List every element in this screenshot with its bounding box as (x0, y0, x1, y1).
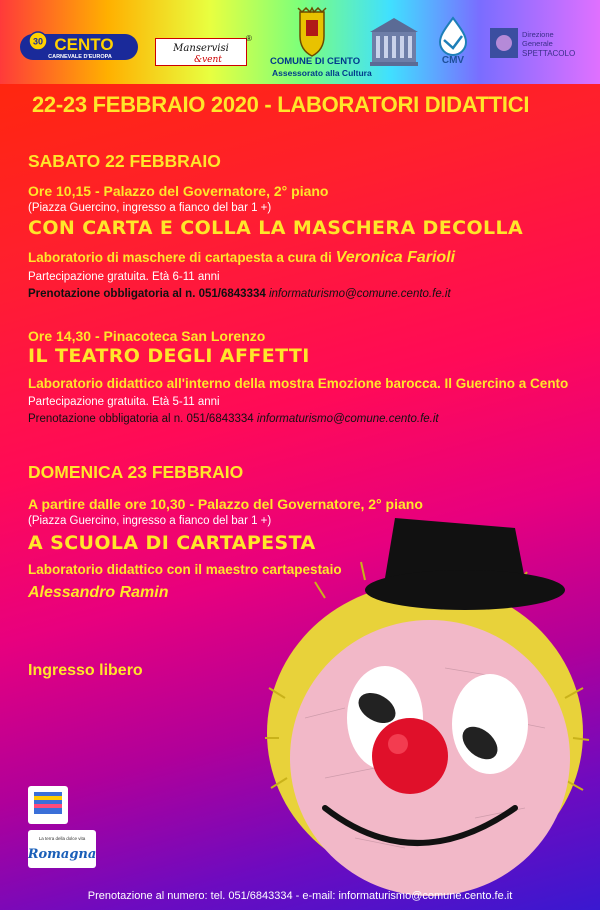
manservisi-logo-line2: &vent (194, 55, 222, 65)
romagna-logo (28, 830, 96, 868)
direzione-spettacolo-logo (490, 28, 590, 58)
comune-logo-line1: COMUNE DI CENTO (270, 56, 361, 67)
sunday-heading: DOMENICA 23 FEBBRAIO (28, 462, 244, 482)
free-entry-note: Ingresso libero (28, 662, 143, 679)
event1-instructor-name: Veronica Farioli (335, 249, 456, 266)
sunday-event-location-note: (Piazza Guercino, ingresso a fianco del bar 1 +) (28, 515, 272, 527)
cento-logo-badge: 30 (32, 36, 44, 47)
event2-description: Laboratorio didattico all'interno della mostra Emozione barocca. Il Guercino a Cento (28, 376, 569, 391)
event2-booking-label: Prenotazione obbligatoria al n. 051/6843334 (28, 413, 254, 425)
poster-title: 22-23 FEBBRAIO 2020 - LABORATORI DIDATTICI (32, 92, 530, 117)
event1-booking-label: Prenotazione obbligatoria al n. 051/6843334 (28, 288, 266, 300)
event2-time-place: Ore 14,30 - Pinacoteca San Lorenzo (28, 328, 266, 344)
sunday-event-description: Laboratorio didattico con il maestro cartapestaio (28, 562, 342, 577)
event1-booking (28, 288, 451, 300)
event2-participation: Partecipazione gratuita. Età 5-11 anni (28, 396, 220, 408)
manservisi-registered-mark: ® (246, 34, 252, 43)
teatro-building-logo (366, 14, 422, 70)
event2-booking (28, 413, 439, 425)
sunday-event-headline: A SCUOLA DI CARTAPESTA (28, 532, 316, 554)
cmv-logo-text: CMV (441, 55, 465, 66)
cmv-logo (432, 16, 474, 66)
saturday-heading: SABATO 22 FEBBRAIO (28, 151, 221, 171)
event1-headline: CON CARTA E COLLA LA MASCHERA DECOLLA (28, 217, 524, 239)
event2-booking-email[interactable]: informaturismo@comune.cento.fe.it (256, 413, 439, 425)
event2-headline: IL TEATRO DEGLI AFFETTI (28, 345, 310, 367)
direzione-logo-line2: Generale (522, 39, 553, 48)
event1-time-place: Ore 10,15 - Palazzo del Governatore, 2° piano (28, 183, 329, 199)
direzione-logo-line1: Direzione (522, 30, 554, 39)
romagna-logo-text: Romagna (28, 847, 96, 862)
event1-description (28, 249, 455, 267)
event1-description-text: Laboratorio di maschere di cartapesta a cura di (28, 250, 332, 265)
partner-logo-icon (28, 786, 68, 824)
event1-participation: Partecipazione gratuita. Età 6-11 anni (28, 271, 220, 283)
cento-carnevale-logo (18, 30, 140, 64)
comune-logo-line2: Assessorato alla Cultura (272, 68, 372, 78)
footer-contact: Prenotazione al numero: tel. 051/6843334 - e-mail: informaturismo@comune.cento.fe.it (87, 890, 513, 902)
event1-location-note: (Piazza Guercino, ingresso a fianco del bar 1 +) (28, 202, 272, 214)
cento-logo-name: CENTO (54, 35, 114, 54)
event1-booking-email[interactable]: informaturismo@comune.cento.fe.it (268, 288, 451, 300)
manservisi-logo-line1: Manservisi (173, 43, 229, 54)
romagna-logo-tagline: La terra della dolce vita (38, 836, 86, 841)
sunday-event-time-place: A partire dalle ore 10,30 - Palazzo del Governatore, 2° piano (28, 496, 423, 512)
manservisi-logo (155, 38, 247, 66)
sunday-event-instructor-name: Alessandro Ramin (28, 584, 169, 601)
sponsor-logo-bar (0, 0, 600, 84)
direzione-logo-line3: SPETTACOLO (522, 49, 576, 58)
cento-logo-sub: CARNEVALE D'EUROPA (48, 54, 112, 60)
